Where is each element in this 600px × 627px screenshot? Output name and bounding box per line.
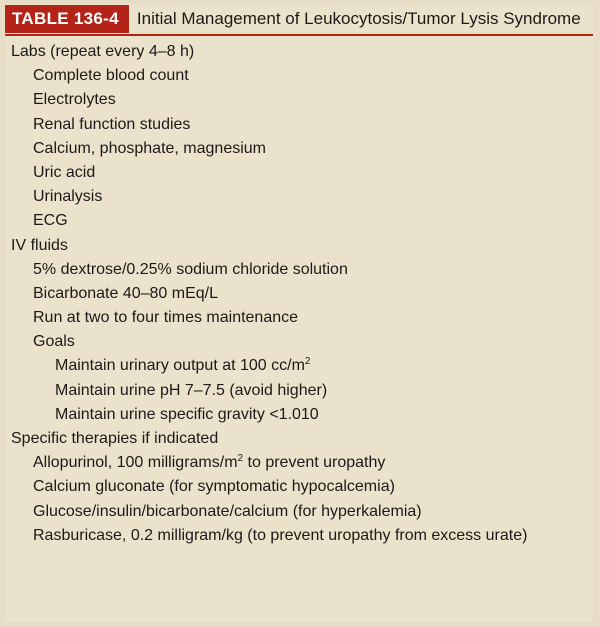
goal-urinary-output-text: Maintain urinary output at 100 cc/m <box>55 357 305 375</box>
goal-specific-gravity: Maintain urine specific gravity <1.010 <box>55 405 319 423</box>
allopurinol-text: Allopurinol, 100 milligrams/m <box>33 454 238 472</box>
superscript: 2 <box>237 453 244 465</box>
list-item: 5% dextrose/0.25% sodium chloride solution <box>33 260 348 278</box>
list-item: Bicarbonate 40–80 mEq/L <box>33 284 219 302</box>
allopurinol-text-end: to prevent uropathy <box>243 454 386 472</box>
list-item: Uric acid <box>33 163 96 181</box>
goal-urine-ph: Maintain urine pH 7–7.5 (avoid higher) <box>55 381 328 399</box>
header-rule <box>5 34 593 36</box>
management-table <box>5 4 593 622</box>
list-item: Run at two to four times maintenance <box>33 309 299 327</box>
list-item: Rasburicase, 0.2 milligram/kg (to prevent uropathy from excess urate) <box>33 526 528 544</box>
list-item: Renal function studies <box>33 115 191 133</box>
labs-heading: Labs (repeat every 4–8 h) <box>11 43 195 60</box>
therapy-allopurinol <box>5 451 593 475</box>
table-label: TABLE 136-4 <box>5 5 129 33</box>
list-item: Glucose/insulin/bicarbonate/calcium (for hyperkalemia) <box>33 502 422 520</box>
goals-heading: Goals <box>33 333 75 351</box>
list-item: Calcium gluconate (for symptomatic hypocalcemia) <box>33 478 395 496</box>
list-item: Calcium, phosphate, magnesium <box>33 139 267 157</box>
table-header <box>5 4 593 34</box>
list-item: Electrolytes <box>33 91 116 109</box>
table-title: Initial Management of Leukocytosis/Tumor Lysis Syndrome <box>136 9 581 28</box>
list-item: Complete blood count <box>33 67 189 85</box>
table-body <box>5 40 593 548</box>
list-item: Urinalysis <box>33 188 103 206</box>
iv-fluids-heading: IV fluids <box>11 236 68 254</box>
superscript: 2 <box>304 356 311 368</box>
goal-urinary-output <box>5 354 593 378</box>
therapies-heading: Specific therapies if indicated <box>11 430 219 447</box>
list-item: ECG <box>33 212 68 230</box>
